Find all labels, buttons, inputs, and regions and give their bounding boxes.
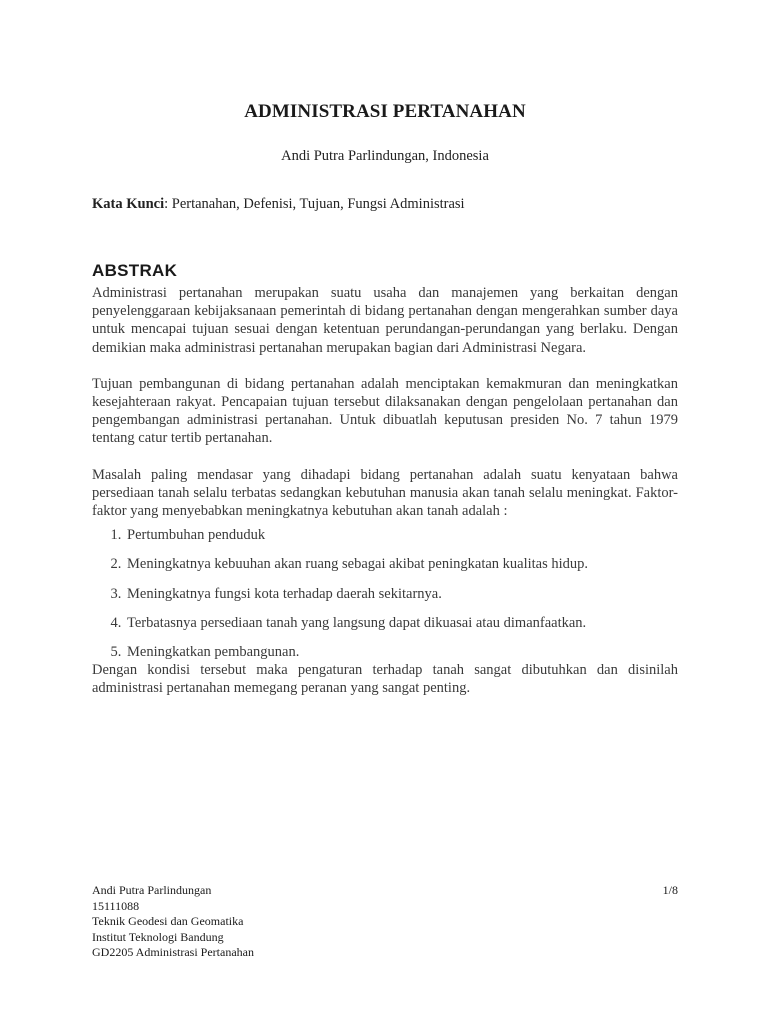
abstract-body [92,284,678,716]
abstract-heading: ABSTRAK [92,261,178,280]
footer-student-id: 15111088 [92,898,140,913]
list-item: 3. Meningkatnya fungsi kota terhadap daerah sekitarnya. [125,585,678,603]
document-title: ADMINISTRASI PERTANAHAN [244,101,526,122]
paragraph: Masalah paling mendasar yang dihadapi bidang pertanahan adalah suatu kenyataan bahwa persediaan tanah selalu terbatas sedangkan kebutuhan manusia akan tanah selalu meningkat. Faktor-faktor yang menyebabkan meningkatnya kebutuhan akan tanah adalah : [92,466,678,520]
footer-course: GD2205 Administrasi Pertanahan [92,945,254,959]
page-footer [92,883,678,961]
list-item: 5. Meningkatkan pembangunan. [125,643,678,661]
closing-paragraph: Dengan kondisi tersebut maka pengaturan terhadap tanah sangat dibutuhkan dan disinilah administrasi pertanahan memegang peranan yang sangat penting. [92,662,678,697]
keywords-line [92,196,678,213]
keywords-label: Kata Kunci [92,196,165,212]
footer-name: Andi Putra Parlindungan [92,883,212,897]
paragraph: Tujuan pembangunan di bidang pertanahan adalah menciptakan kemakmuran dan meningkatkan kesejahteraan rakyat. Pencapaian tujuan tersebut dilaksanakan dengan pengelolaan pertanahan dan pengembangan administrasi pertanahan. Untuk dibuatlah keputusan presiden No. 7 tahun 1979 tentang catur tertib pertanahan. [92,375,678,447]
keywords-value: : Pertanahan, Defenisi, Tujuan, Fungsi Administrasi [164,196,465,212]
paragraph: Administrasi pertanahan merupakan suatu usaha dan manajemen yang berkaitan dengan penyelenggaraan kebijaksanaan pemerintah di bidang pertanahan dengan mengerahkan sumber daya untuk mencapai tujuan sesuai dengan ketentuan perundangan-perundangan yang berlaku. Dengan demikian maka administrasi pertanahan merupakan bagian dari Administrasi Negara. [92,285,678,356]
list-item: 1. Pertumbuhan penduduk [125,526,678,544]
factors-list [92,526,678,661]
page-number: 1/8 [662,883,678,897]
author-line: Andi Putra Parlindungan, Indonesia [281,148,489,164]
list-item: 4. Terbatasnya persediaan tanah yang langsung dapat dikuasai atau dimanfaatkan. [125,614,678,632]
footer-department: Teknik Geodesi dan Geomatika [92,914,244,928]
footer-institution: Institut Teknologi Bandung [92,929,224,944]
document-page [92,0,678,1024]
list-item: 2. Meningkatnya kebuuhan akan ruang sebagai akibat peningkatan kualitas hidup. [125,555,678,573]
